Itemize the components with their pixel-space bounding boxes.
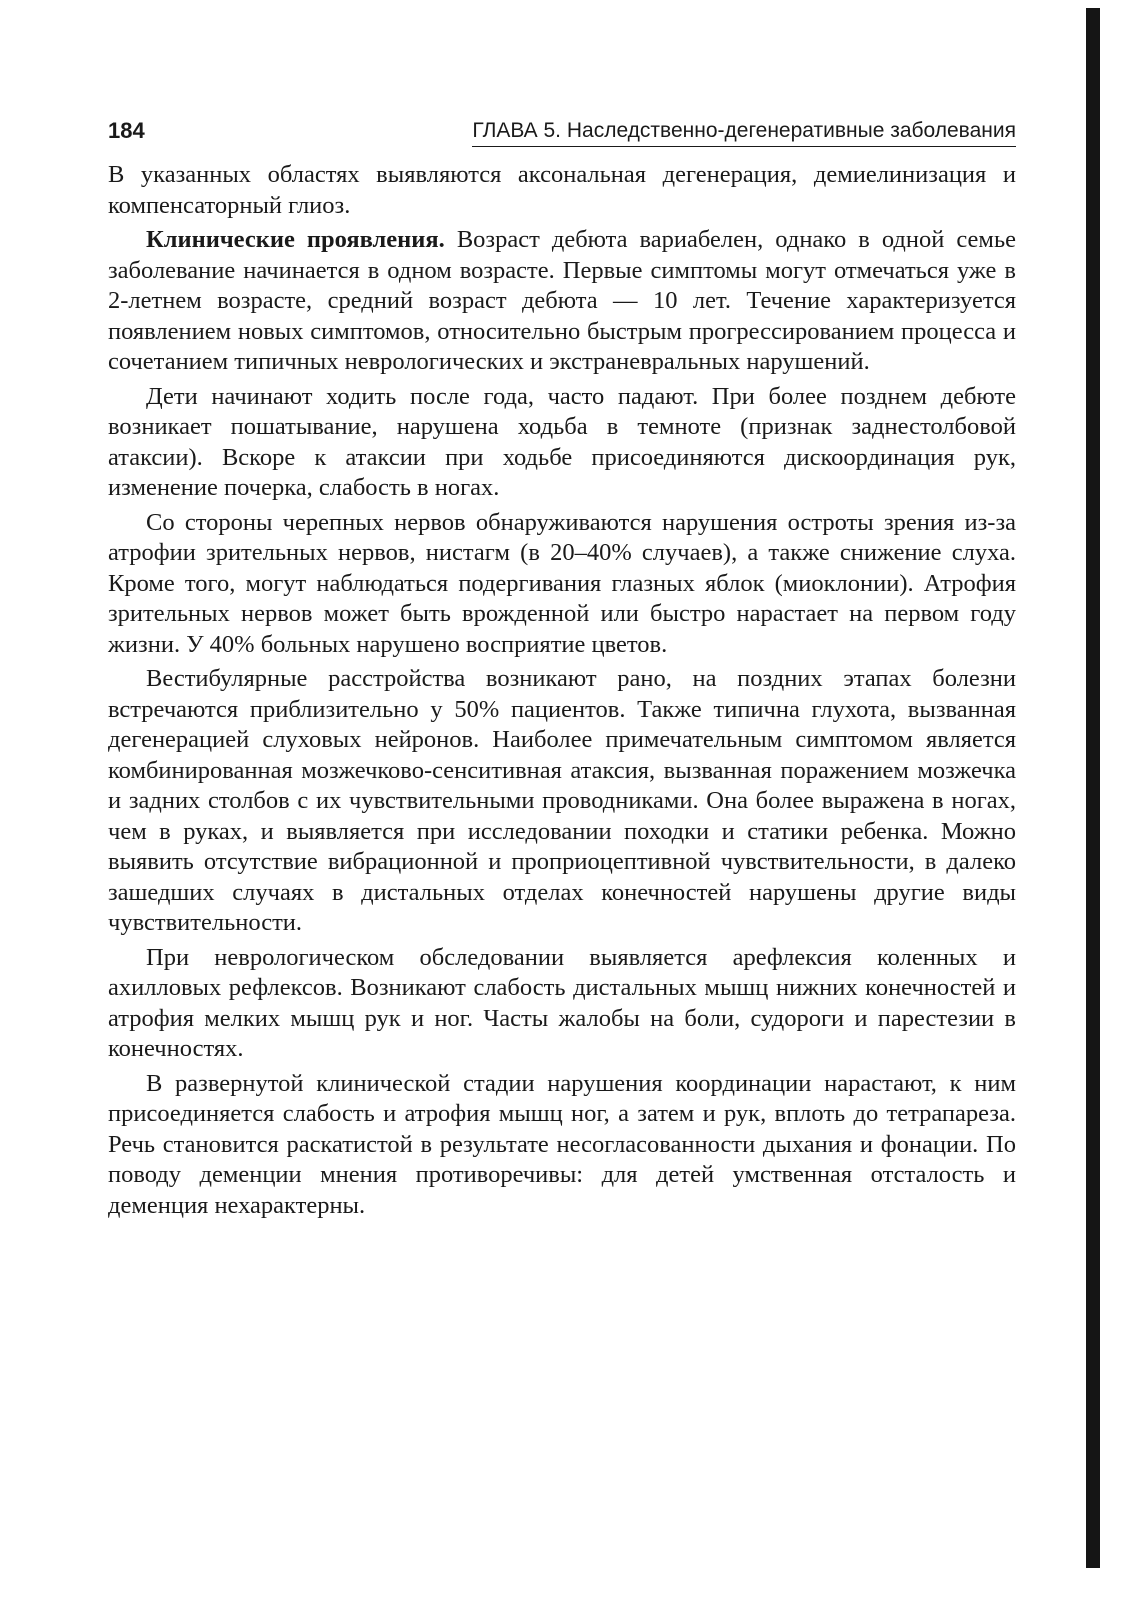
paragraph-7 — [108, 1069, 1016, 1222]
paragraph-6 — [108, 943, 1016, 1065]
paragraph-5-text: Вестибулярные расстройства возникают рано, на поздних этапах болезни встречаются приблизительно у 50% пациентов. Также типична глухота, вызванная дегенерацией слуховых нейронов. Наиболее примечательным симптомом является комбинированная мозжечково-сенситивная атаксия, вызванная поражением мозжечка и задних столбов с их чувствительными проводниками. Она более выражена в ногах, чем в руках, и выявляется при исследовании походки и статики ребенка. Можно выявить отсутствие вибрационной и проприоцептивной чувствительности, в далеко зашедших случаях в дистальных отделах конечностей нарушены другие виды чувствительности. — [108, 665, 1016, 936]
chapter-title: ГЛАВА 5. Наследственно-дегенеративные заболевания — [472, 118, 1016, 147]
paragraph-1-text: В указанных областях выявляются аксональная дегенерация, демиелинизация и компенсаторный глиоз. — [108, 161, 1016, 219]
paragraph-4-text: Со стороны черепных нервов обнаруживаются нарушения остроты зрения из-за атрофии зрительных нервов, нистагм (в 20–40% случаев), а также снижение слуха. Кроме того, могут наблюдаться подергивания глазных яблок (миоклонии). Атрофия зрительных нервов может быть врожденной или быстро нарастает на первом году жизни. У 40% больных нарушено восприятие цветов. — [108, 508, 1016, 658]
paragraph-2 — [108, 225, 1016, 378]
running-header — [108, 108, 1016, 154]
book-page — [108, 108, 1016, 1508]
paragraph-1 — [108, 160, 1016, 221]
page-number: 184 — [108, 118, 145, 143]
paragraph-3-text: Дети начинают ходить после года, часто падают. При более позднем дебюте возникает пошатывание, нарушена ходьба в темноте (признак заднестолбовой атаксии). Вскоре к атаксии при ходьбе присоединяются дискоординация рук, изменение почерка, слабость в ногах. — [108, 382, 1016, 501]
paragraph-4 — [108, 508, 1016, 661]
paragraph-5 — [108, 664, 1016, 939]
body-text — [108, 160, 1016, 1221]
paragraph-3 — [108, 382, 1016, 504]
paragraph-7-text: В развернутой клинической стадии нарушения координации нарастают, к ним присоединяется слабость и атрофия мышц ног, а затем и рук, вплоть до тетрапареза. Речь становится раскатистой в результате несогласованности дыхания и фонации. По поводу деменции мнения противоречивы: для детей умственная отсталость и деменция нехарактерны. — [108, 1069, 1016, 1219]
scan-page-edge — [1086, 8, 1100, 1568]
paragraph-6-text: При неврологическом обследовании выявляется арефлексия коленных и ахилловых рефлексов. Возникают слабость дистальных мышц нижних конечностей и атрофия мелких мышц рук и ног. Часты жалобы на боли, судороги и парестезии в конечностях. — [108, 943, 1016, 1062]
section-heading-clinical: Клинические проявления. — [146, 226, 445, 253]
paragraph-2-text: Возраст дебюта вариабелен, однако в одной семье заболевание начинается в одном возрасте. Первые симптомы могут отмечаться уже в 2-летнем возрасте, средний возраст дебюта — 10 лет. Течение характеризуется появлением новых симптомов, относительно быстрым прогрессированием процесса и сочетанием типичных неврологических и экстраневральных нарушений. — [108, 226, 1016, 375]
